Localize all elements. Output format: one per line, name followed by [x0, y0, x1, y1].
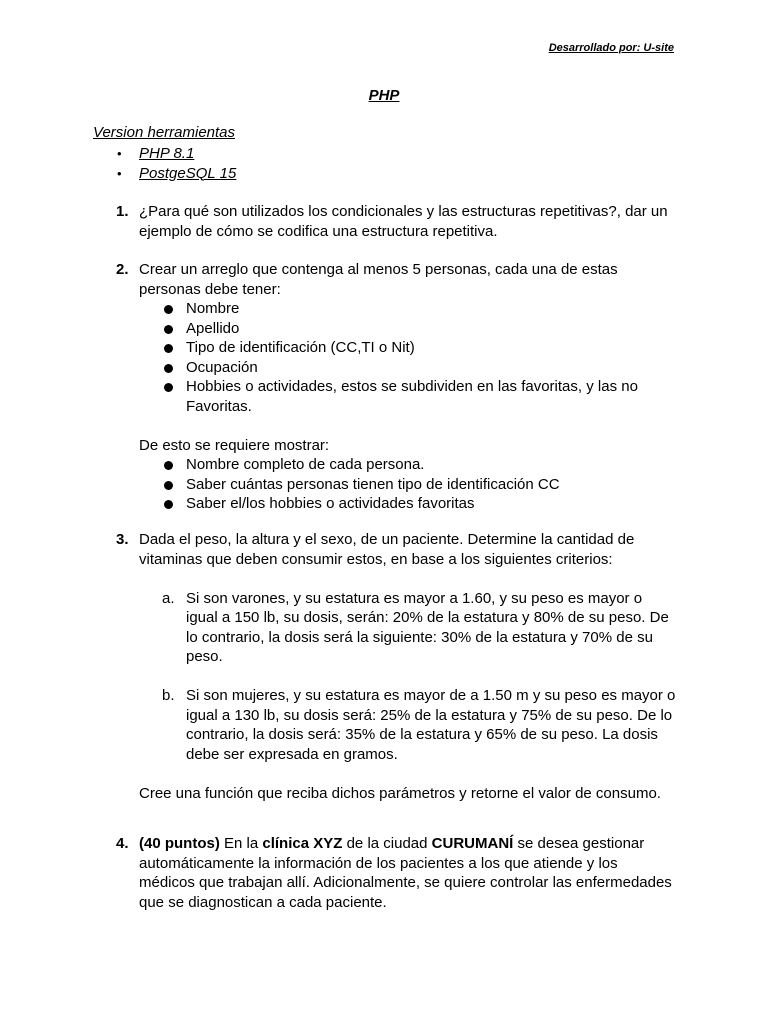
- list-item: Nombre: [163, 299, 676, 319]
- question-1: [116, 202, 676, 241]
- clinic-name: clínica XYZ: [262, 835, 343, 852]
- criteria-list: [161, 589, 676, 765]
- criteria-item: [161, 686, 676, 764]
- question-2: [116, 260, 676, 514]
- bullet-dot-icon: [164, 305, 173, 314]
- list-item: Apellido: [163, 319, 676, 339]
- question-number: 3.: [116, 531, 129, 548]
- tools-list: [113, 144, 236, 183]
- bullet-dot-icon: [164, 500, 173, 509]
- person-fields-list: [163, 299, 676, 416]
- city-name: CURUMANÍ: [431, 835, 514, 852]
- question-text: Dada el peso, la altura y el sexo, de un paciente. Determine la cantidad de vitaminas que deben consumir estos, en base a los siguientes criterios:: [139, 531, 635, 568]
- question-number: 4.: [116, 835, 129, 852]
- criteria-mark: b.: [162, 687, 175, 704]
- bullet-dot-icon: [164, 481, 173, 490]
- question-4: [116, 834, 676, 912]
- question-number: 2.: [116, 261, 129, 278]
- show-requirements-list: [163, 455, 676, 514]
- show-intro: De esto se requiere mostrar:: [139, 436, 330, 454]
- bullet-icon: •: [117, 146, 122, 161]
- tools-list-item: [113, 144, 236, 164]
- tools-heading: Version herramientas: [93, 124, 236, 141]
- bullet-dot-icon: [164, 461, 173, 470]
- criteria-text: Si son varones, y su estatura es mayor a 1.60, y su peso es mayor o igual a 150 lb, su dosis, serán: 20% de la estatura y 80% de su peso. De lo contrario, la dosis será la siguiente: 30% de la estatura y 70% de su peso.: [186, 589, 669, 665]
- list-item: Saber el/los hobbies o actividades favoritas: [163, 494, 676, 514]
- document-title: PHP: [368, 87, 400, 104]
- tool-postgresql: PostgeSQL 15: [139, 164, 237, 182]
- bullet-dot-icon: [164, 383, 173, 392]
- bullet-dot-icon: [164, 344, 173, 353]
- bullet-icon: •: [117, 165, 122, 181]
- question-text: ¿Para qué son utilizados los condicionales y las estructuras repetitivas?, dar un ejemplo de cómo se codifica una estructura repetitiva.: [139, 203, 668, 240]
- question-text: (40 puntos) En la clínica XYZ de la ciudad CURUMANÍ se desea gestionar automáticamente la información de los pacientes a los que atiende y los médicos que trabajan allí. Adicionalmente, se quiere controlar las enfermedades que se diagnostican a cada paciente.: [139, 835, 672, 911]
- list-item: Hobbies o actividades, estos se subdividen en las favoritas, y las no Favoritas.: [163, 377, 676, 416]
- tools-list-item: [113, 164, 236, 184]
- question-3: [116, 530, 676, 803]
- bullet-dot-icon: [164, 325, 173, 334]
- tool-php: PHP 8.1: [139, 145, 195, 162]
- closing-text: Cree una función que reciba dichos parámetros y retorne el valor de consumo.: [139, 784, 661, 802]
- list-item: Saber cuántas personas tienen tipo de identificación CC: [163, 475, 676, 495]
- list-item: Tipo de identificación (CC,TI o Nit): [163, 338, 676, 358]
- question-number: 1.: [116, 203, 129, 220]
- points-label: (40 puntos): [139, 835, 220, 852]
- list-item: Nombre completo de cada persona.: [163, 455, 676, 475]
- question-text: Crear un arreglo que contenga al menos 5 personas, cada una de estas personas debe tener:: [139, 261, 618, 298]
- criteria-text: Si son mujeres, y su estatura es mayor de a 1.50 m y su peso es mayor o igual a 130 lb, su dosis será: 25% de la estatura y 75% de su peso. De lo contrario, la dosis será: 35% de la estatura y 65% de su peso. La dosis debe ser expresada en gramos.: [186, 687, 676, 763]
- criteria-mark: a.: [162, 589, 175, 607]
- bullet-dot-icon: [164, 364, 173, 373]
- criteria-item: [161, 589, 676, 667]
- list-item: Ocupación: [163, 358, 676, 378]
- header-credit: Desarrollado por: U-site: [548, 42, 674, 54]
